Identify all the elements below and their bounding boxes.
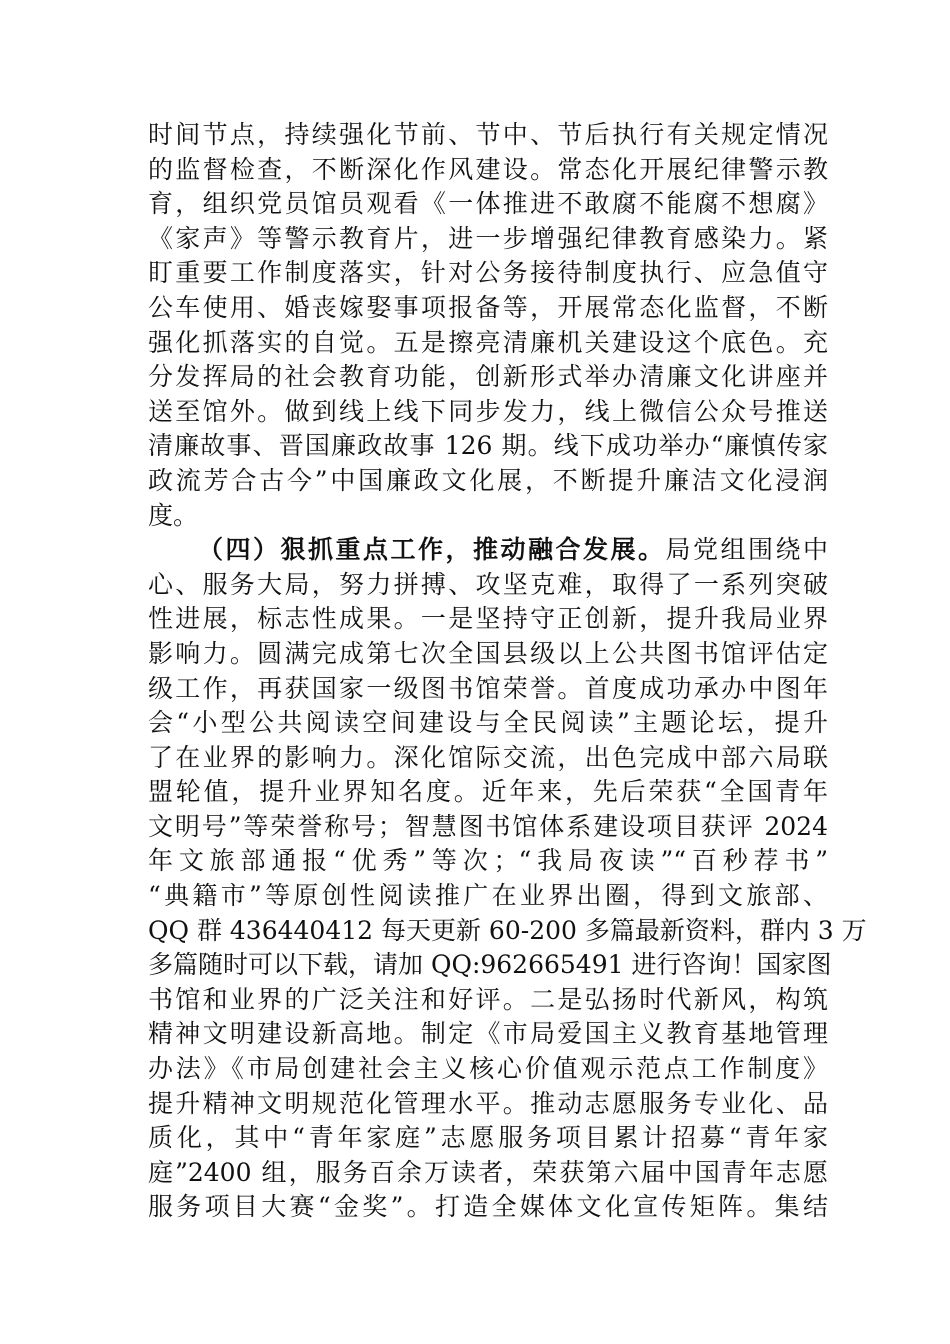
text-line: 文明号”等荣誉称号；智慧图书馆体系建设项目获评 2024: [148, 811, 828, 841]
text-line: 分发挥局的社会教育功能，创新形式举办清廉文化讲座并: [148, 362, 828, 392]
text-line: 庭”2400 组，服务百余万读者，荣获第六届中国青年志愿: [148, 1157, 828, 1187]
text-line: 精神文明建设新高地。制定《市局爱国主义教育基地管理: [148, 1019, 828, 1049]
text-line: 会“小型公共阅读空间建设与全民阅读”主题论坛，提升: [148, 708, 828, 738]
text-line: 心、服务大局，努力拼搏、攻坚克难，取得了一系列突破: [148, 569, 828, 599]
text-line: 盯重要工作制度落实，针对公务接待制度执行、应急值守: [148, 258, 828, 288]
text-line: 年文旅部通报“优秀”等次；“我局夜读”“百秒荐书”: [148, 846, 828, 876]
text-line: 的监督检查，不断深化作风建设。常态化开展纪律警示教: [148, 154, 828, 184]
text-line: 盟轮值，提升业界知名度。近年来，先后荣获“全国青年: [148, 777, 828, 807]
section-heading-line: [148, 533, 828, 568]
text-line: 级工作，再获国家一级图书馆荣誉。首度成功承办中图年: [148, 673, 828, 703]
text-line: 多篇随时可以下载，请加 QQ:962665491 进行咨询！国家图: [148, 950, 832, 980]
text-line: 性进展，标志性成果。一是坚持守正创新，提升我局业界: [148, 604, 828, 634]
text-line: 育，组织党员馆员观看《一体推进不敢腐不能腐不想腐》: [148, 189, 828, 219]
text-line: 书馆和业界的广泛关注和好评。二是弘扬时代新风，构筑: [148, 984, 828, 1014]
text-line: 时间节点，持续强化节前、节中、节后执行有关规定情况: [148, 120, 828, 149]
text-line: 了在业界的影响力。深化馆际交流，出色完成中部六局联: [148, 742, 828, 772]
text-line: 质化，其中“青年家庭”志愿服务项目累计招募“青年家: [148, 1123, 828, 1153]
text-line: 公车使用、婚丧嫁娶事项报备等，开展常态化监督，不断: [148, 292, 828, 322]
text-line: 提升精神文明规范化管理水平。推动志愿服务专业化、品: [148, 1088, 828, 1118]
text-line: QQ 群 436440412 每天更新 60-200 多篇最新资料，群内 3 万: [148, 915, 867, 945]
text-line: 度。: [148, 500, 199, 530]
section-heading-continuation: 局党组围绕中: [665, 535, 828, 565]
text-line: 服务项目大赛“金奖”。打造全媒体文化宣传矩阵。集结: [148, 1192, 828, 1222]
text-line: 《家声》等警示教育片，进一步增强纪律教育感染力。紧: [148, 223, 828, 253]
text-line: 影响力。圆满完成第七次全国县级以上公共图书馆评估定: [148, 638, 828, 668]
text-line: 送至馆外。做到线上线下同步发力，线上微信公众号推送: [148, 396, 828, 426]
text-line: “典籍市”等原创性阅读推广在业界出圈，得到文旅部、: [148, 881, 828, 911]
document-body: [148, 118, 867, 1225]
text-line: 政流芳合古今”中国廉政文化展，不断提升廉洁文化浸润: [148, 465, 828, 495]
text-line: 清廉故事、晋国廉政故事 126 期。线下成功举办“廉慎传家: [148, 431, 828, 461]
text-line: 强化抓落实的自觉。五是擦亮清廉机关建设这个底色。充: [148, 327, 828, 357]
section-heading: （四）狠抓重点工作，推动融合发展。: [198, 535, 666, 565]
text-line: 办法》《市局创建社会主义核心价值观示范点工作制度》: [148, 1054, 828, 1084]
